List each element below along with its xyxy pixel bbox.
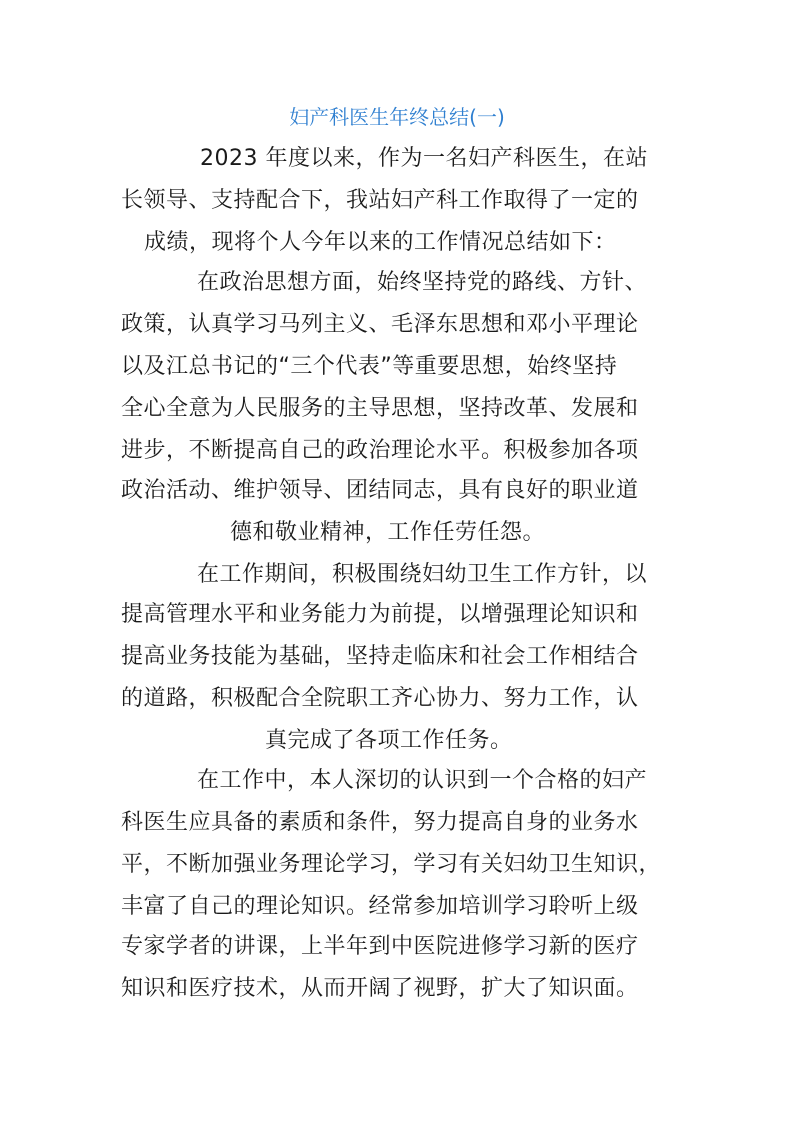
text-line: 2023 年度以来，作为一名妇产科医生，在站 <box>200 146 648 171</box>
text-line: 在政治思想方面，始终坚持党的路线、方针、 <box>197 270 648 295</box>
text-line: 长领导、支持配合下，我站妇产科工作取得了一定的 <box>121 188 639 213</box>
text-line: 提高管理水平和业务能力为前提，以增强理论知识和 <box>121 602 639 627</box>
text-line: 德和敬业精神，工作任劳任怨。 <box>230 520 546 545</box>
text-line: 政策，认真学习马列主义、毛泽东思想和邓小平理论 <box>121 312 639 337</box>
text-line: 进步，不断提高自己的政治理论水平。积极参加各项 <box>121 438 639 463</box>
text-line: 提高业务技能为基础，坚持走临床和社会工作相结合 <box>121 644 639 669</box>
text-line: 专家学者的讲课，上半年到中医院进修学习新的医疗 <box>121 934 639 959</box>
text-line: 真完成了各项工作任务。 <box>265 728 513 753</box>
text-line: 在工作期间，积极围绕妇幼卫生工作方针，以 <box>197 562 648 587</box>
text-line: 成绩，现将个人今年以来的工作情况总结如下： <box>144 230 617 255</box>
document-title: 妇产科医生年终总结(一) <box>289 105 505 129</box>
text-line: 平，不断加强业务理论学习，学习有关妇幼卫生知识， <box>121 852 662 877</box>
text-line: 政治活动、维护领导、团结同志，具有良好的职业道 <box>121 478 639 503</box>
text-line: 全心全意为人民服务的主导思想，坚持改革、发展和 <box>121 396 639 421</box>
text-line: 知识和医疗技术，从而开阔了视野，扩大了知识面。 <box>121 976 639 1001</box>
text-line: 丰富了自己的理论知识。经常参加培训学习聆听上级 <box>121 894 639 919</box>
text-line: 的道路，积极配合全院职工齐心协力、努力工作，认 <box>121 686 639 711</box>
text-line: 在工作中，本人深切的认识到一个合格的妇产 <box>197 768 648 793</box>
text-line: 以及江总书记的“三个代表”等重要思想，始终坚持 <box>121 354 618 379</box>
text-line: 科医生应具备的素质和条件，努力提高自身的业务水 <box>121 810 639 835</box>
